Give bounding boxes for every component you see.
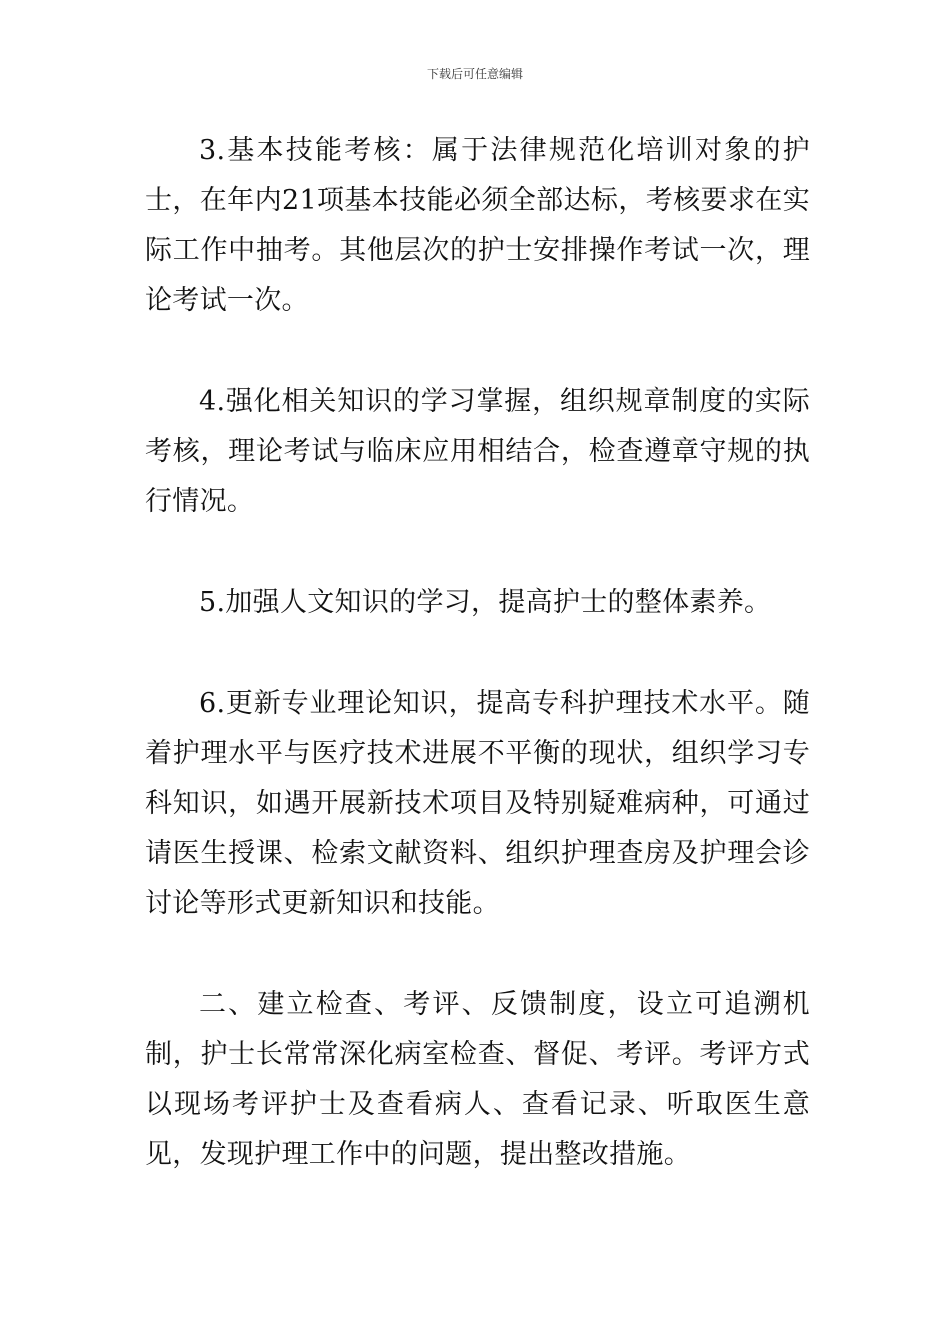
paragraph-basic-skills-assessment: 3.基本技能考核：属于法律规范化培训对象的护士，在年内21项基本技能必须全部达标，考核要求在实际工作中抽考。其他层次的护士安排操作考试一次，理论考试一次。 xyxy=(145,135,810,316)
paragraph-knowledge-study: 4.强化相关知识的学习掌握，组织规章制度的实际考核，理论考试与临床应用相结合，检查遵章守规的执行情况。 xyxy=(145,386,810,517)
header-note: 下载后可任意编辑 xyxy=(426,67,523,81)
paragraph-humanities-knowledge: 5.加强人文知识的学习，提高护士的整体素养。 xyxy=(199,587,772,618)
document-body xyxy=(145,126,810,1231)
paragraph-inspection-feedback-system: 二、建立检查、考评、反馈制度，设立可追溯机制，护士长常常深化病室检查、督促、考评。考评方式以现场考评护士及查看病人、查看记录、听取医生意见，发现护理工作中的问题，提出整改措施。 xyxy=(145,989,810,1170)
paragraph-update-professional-knowledge: 6.更新专业理论知识，提高专科护理技术水平。随着护理水平与医疗技术进展不平衡的现状，组织学习专科知识，如遇开展新技术项目及特别疑难病种，可通过请医生授课、检索文献资料、组织护理查房及护理会诊讨论等形式更新知识和技能。 xyxy=(145,688,810,919)
